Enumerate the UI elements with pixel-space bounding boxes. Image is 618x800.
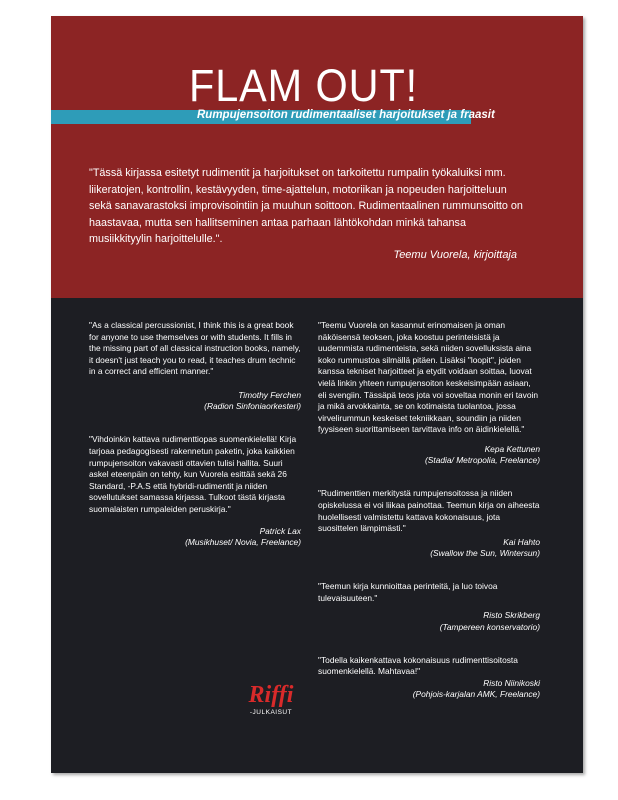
author-attribution: Teemu Vuorela, kirjoittaja <box>393 249 517 261</box>
review-block <box>89 320 301 412</box>
author-quote: "Tässä kirjassa esitetyt rudimentit ja harjoitukset on tarkoitettu rumpalin työkaluiksi mm. liikeratojen, kontrollin, kestävyyden, time-ajattelun, motoriikan ja nopeuden harjoitteluun sekä sanavarastoksi improvisointiin ja muuhun soittoon. Rudimentaalinen rummunsoitto on haastavaa, mutta sen hallitseminen antaa parhaan lähtökohdan minkä tahansa musiikkityylin harjoittelulle.". <box>89 167 523 246</box>
book-subtitle: Rumpujensoiton rudimentaaliset harjoitukset ja fraasit <box>197 109 495 121</box>
publisher-logo <box>241 682 301 716</box>
review-author: Patrick Lax <box>259 525 301 536</box>
review-block <box>318 581 540 633</box>
review-author: Risto Skrikberg <box>483 610 540 621</box>
book-title: FLAM OUT! <box>189 60 419 111</box>
review-text: "As a classical percussionist, I think this is a great book for anyone to use themselves or with students. It fills in the missing part of all classical instruction books, namely, it doesn't just teach you to read, it teaches drum technic in a correct and efficient manner." <box>89 320 301 377</box>
review-text: "Teemun kirja kunnioittaa perinteitä, ja luo toivoa tulevaisuuteen." <box>318 581 498 603</box>
review-block <box>318 488 540 559</box>
book-back-cover <box>51 16 583 773</box>
riffi-logo-mark: Riffi <box>248 682 294 708</box>
review-author: Risto Niinikoski <box>483 677 540 688</box>
review-affiliation: (Swallow the Sun, Wintersun) <box>430 547 540 558</box>
review-affiliation: (Musikhuset/ Novia, Freelance) <box>185 536 301 547</box>
review-block <box>318 320 540 466</box>
reviews-left-column <box>89 320 301 548</box>
publisher-subtitle: -JULKAISUT <box>249 709 293 716</box>
top-red-panel <box>51 16 583 298</box>
review-text: "Rudimenttien merkitystä rumpujensoitossa ja niiden opiskelussa ei voi liikaa painottaa. Teemun kirja on aiheesta huolellisesti valmistettu kattava kokonaisuus, jota suosittelen lämpimästi." <box>318 488 540 534</box>
review-author: Kepa Kettunen <box>484 443 540 454</box>
review-text: "Vihdoinkin kattava rudimenttiopas suomenkielellä! Kirja tarjoaa pedagogisesti rakennetun paketin, joka kaikkien rumpujensoiton vakavasti ottavien tulisi hallita. Suuri askel eteenpäin on tehty, kun Vuorela esittää sekä 26 Standard, -P.A.S että hybridi-rudimentit ja niiden sovellutukset samassa kirjassa. Tulkoot tästä kirjasta suomalaisten rumpaleiden peruskirja." <box>89 434 297 514</box>
review-text: "Todella kaikenkattava kokonaisuus rudimenttisoitosta suomenkielellä. Mahtavaa!" <box>318 654 518 677</box>
review-text: "Teemu Vuorela on kasannut erinomaisen ja oman näköisensä teoksen, joka koostuu perinteisistä ja uudemmista rudimenteista, sekä niiden sovelluksista aina koko rummustoa silmällä pitäen. Lisäksi "loopit", joiden kanssa tekniset harjoitteet ja etydit voidaan soittaa, luovat vielä linkin yhteen rumpujensoiton keskeisimpään asiaan, eli svengiin. Tässäpä teos jota voi soveltaa monin eri tavoin ja mikä arvokkainta, se on kotimaista tuolantoa, jossa virvelirummun keskeiset tekniikkaan, soundiin ja niiden fyysiseen suorittamiseen tarvittava info on äidinkielellä." <box>318 320 539 435</box>
review-block <box>89 434 301 548</box>
review-affiliation: (Radion Sinfoniaorkesteri) <box>204 401 301 412</box>
reviews-right-column <box>318 320 540 700</box>
review-affiliation: (Tampereen konservatorio) <box>439 621 540 632</box>
review-block <box>318 655 540 701</box>
review-author: Kai Hahto <box>503 536 540 547</box>
review-affiliation: (Pohjois-karjalan AMK, Freelance) <box>412 689 540 700</box>
review-affiliation: (Stadia/ Metropolia, Freelance) <box>425 455 540 466</box>
review-author: Timothy Ferchen <box>238 389 301 400</box>
